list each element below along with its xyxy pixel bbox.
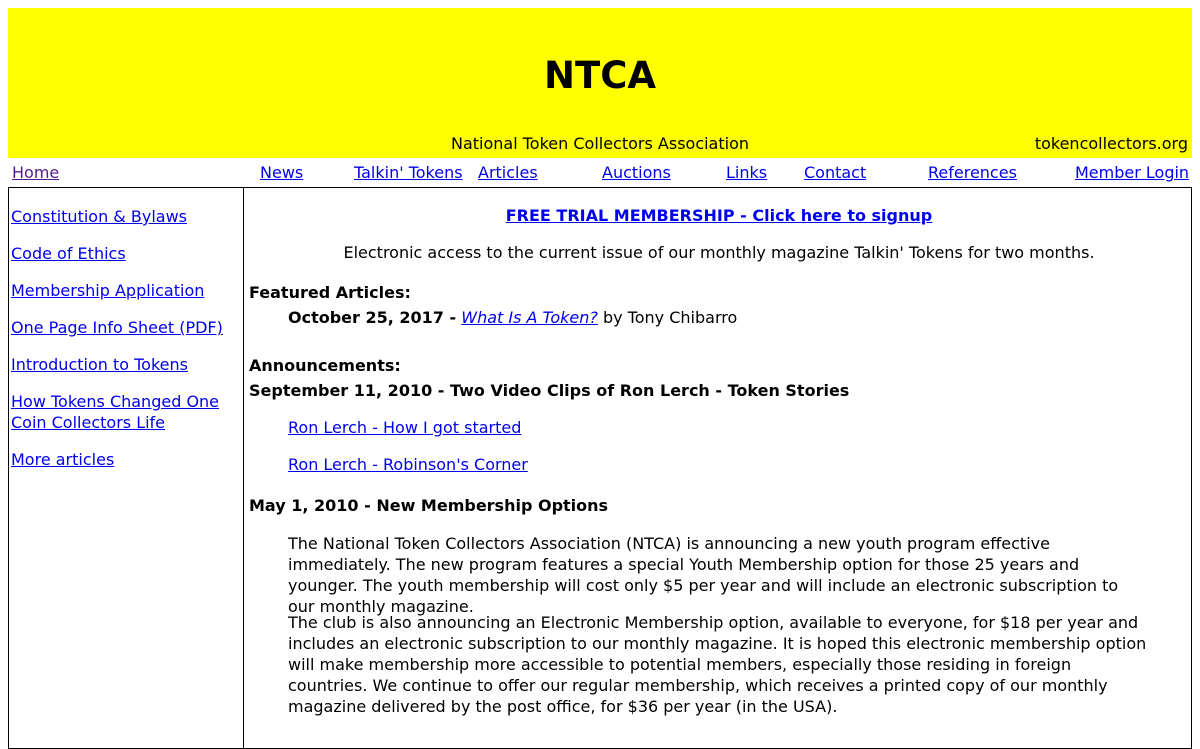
announcement-paragraph: The club is also announcing an Electronic Membership option, available to everyone, for $18 per year and includes an electronic subscription to our monthly magazine. It is hoped this electronic membership option will make membership more accessible to potential members, especially those residing in foreign countries. We continue to offer our regular membership, which receives a printed copy of our monthly magazine delivered by the post office, for $36 per year (in the USA). <box>288 613 1147 716</box>
video-link-wrapper <box>288 418 521 438</box>
announcement-paragraph: The National Token Collectors Association (NTCA) is announcing a new youth program effective immediately. The new program features a special Youth Membership option for those 25 years and younger. The youth membership will cost only $5 per year and will include an electronic subscription to our monthly magazine. <box>288 534 1119 616</box>
video-link-how-started[interactable]: Ron Lerch - How I got started <box>288 418 522 437</box>
announcements-heading: Announcements: <box>249 356 401 375</box>
sidebar-item-code-of-ethics[interactable]: Code of Ethics <box>11 244 126 263</box>
sidebar-item-info-sheet[interactable]: One Page Info Sheet (PDF) <box>11 318 223 337</box>
nav-articles[interactable]: Articles <box>478 163 538 182</box>
trial-signup-wrapper <box>249 206 1189 226</box>
nav-news[interactable]: News <box>260 163 304 182</box>
sidebar-item-more-articles[interactable]: More articles <box>11 450 115 469</box>
nav-links[interactable]: Links <box>726 163 768 182</box>
nav-contact[interactable]: Contact <box>804 163 867 182</box>
featured-heading: Featured Articles: <box>249 283 411 302</box>
sidebar-item-membership-application[interactable]: Membership Application <box>11 281 205 300</box>
header-banner <box>8 8 1192 158</box>
featured-byline: by Tony Chibarro <box>602 308 738 327</box>
sidebar <box>9 188 244 748</box>
site-full-name: National Token Collectors Association <box>450 134 750 153</box>
sidebar-item-intro-to-tokens[interactable]: Introduction to Tokens <box>11 355 188 374</box>
featured-date: October 25, 2017 - <box>288 308 457 327</box>
video-link-wrapper <box>288 455 528 475</box>
main-content <box>249 188 1191 748</box>
content-frame <box>8 187 1192 749</box>
site-domain: tokencollectors.org <box>1034 134 1188 153</box>
sidebar-item-how-tokens-changed[interactable]: How Tokens Changed One Coin Collectors Life <box>11 392 220 432</box>
free-trial-link[interactable]: FREE TRIAL MEMBERSHIP - Click here to signup <box>505 206 933 225</box>
featured-article-link[interactable]: What Is A Token? <box>461 308 598 327</box>
announcement-title: September 11, 2010 - Two Video Clips of Ron Lerch - Token Stories <box>249 381 850 400</box>
sidebar-item-constitution[interactable]: Constitution & Bylaws <box>11 207 187 226</box>
nav-references[interactable]: References <box>928 163 1017 182</box>
nav-auctions[interactable]: Auctions <box>602 163 671 182</box>
nav-talkin-tokens[interactable]: Talkin' Tokens <box>354 163 463 182</box>
trial-description: Electronic access to the current issue of our monthly magazine Talkin' Tokens for two months. <box>343 243 1095 262</box>
nav-member-login[interactable]: Member Login <box>1075 163 1190 182</box>
announcement-title: May 1, 2010 - New Membership Options <box>249 496 609 515</box>
nav-home[interactable]: Home <box>12 163 60 182</box>
featured-article <box>288 308 737 328</box>
top-nav <box>8 163 1192 185</box>
site-title: NTCA <box>544 54 656 97</box>
video-link-robinsons-corner[interactable]: Ron Lerch - Robinson's Corner <box>288 455 528 474</box>
